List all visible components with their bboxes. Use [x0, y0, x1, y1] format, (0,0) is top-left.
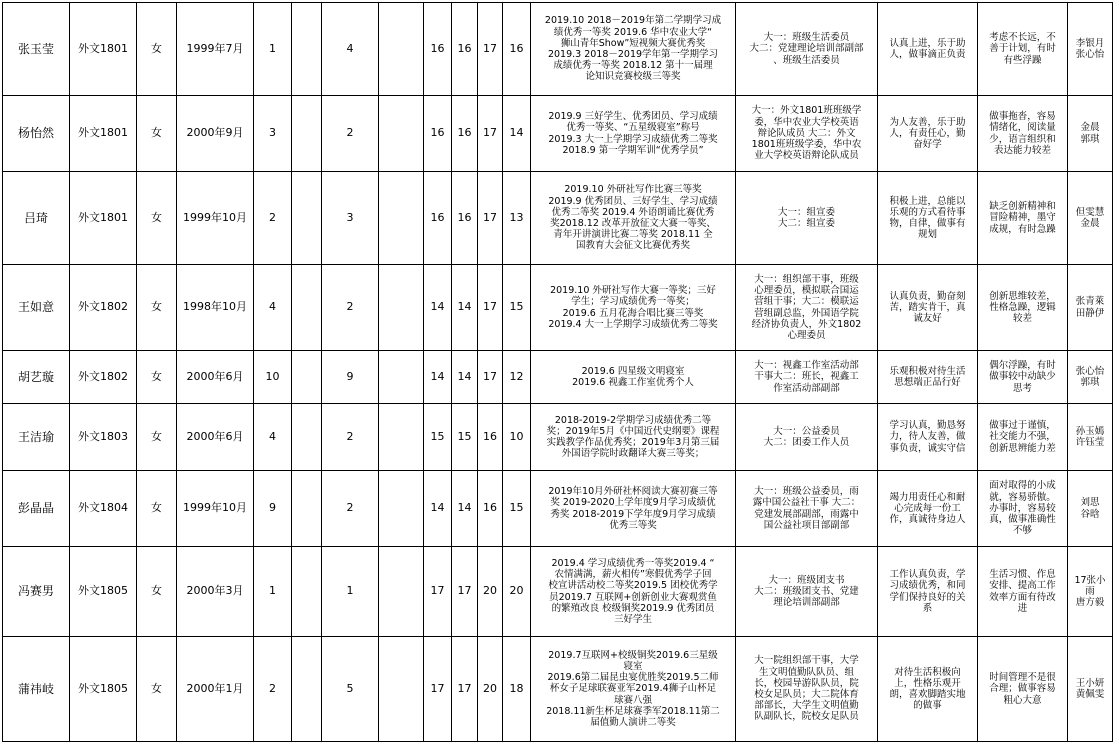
- table-row: [3, 351, 1113, 404]
- blank-cell: [379, 172, 424, 265]
- awards-cell: 2019.4 学习成绩优秀一等奖2019.4 “ 农情满满，薪火相传”寒假优秀学子回 校宣讲活动校二等奖2019.5 团校优秀学 员2019.7 互联网+创新创业大赛观赏鱼 的繁殖改良 校级铜奖2019.9 优秀团员 三好学生: [531, 547, 736, 637]
- score-cell: 20: [503, 547, 531, 637]
- rank-cell: 9: [254, 471, 292, 547]
- blank-cell: [379, 265, 424, 351]
- score-cell: 17: [452, 637, 478, 742]
- birth-date-cell: 2000年3月: [177, 547, 254, 637]
- score-cell: 17: [478, 172, 503, 265]
- score-cell: 15: [424, 404, 452, 471]
- table-row: [3, 265, 1113, 351]
- rank-cell: 2: [322, 471, 379, 547]
- strengths-cell: 认真上进，乐于助 人，做事滴正负责: [878, 3, 978, 96]
- score-cell: 16: [452, 3, 478, 96]
- score-cell: 16: [452, 172, 478, 265]
- rank-cell: 4: [254, 265, 292, 351]
- class-cell: 外文1802: [70, 265, 137, 351]
- score-cell: 12: [503, 351, 531, 404]
- score-cell: 14: [452, 265, 478, 351]
- score-cell: 16: [424, 96, 452, 172]
- score-cell: 13: [503, 172, 531, 265]
- positions-cell: 大一：公益委员 大二：团委工作人员: [736, 404, 878, 471]
- student-name-cell: 彭晶晶: [3, 471, 70, 547]
- student-name-cell: 张玉莹: [3, 3, 70, 96]
- score-cell: 17: [478, 96, 503, 172]
- class-cell: 外文1805: [70, 637, 137, 742]
- rank-cell: 9: [322, 351, 379, 404]
- score-cell: 16: [424, 172, 452, 265]
- weaknesses-cell: 面对取得的小成 就，容易骄傲。 办事时，容易较 真，做事准确性 不够: [978, 471, 1068, 547]
- student-name-cell: 蒲祎岐: [3, 637, 70, 742]
- awards-cell: 2019.9 三好学生、优秀团员、学习成绩 优秀一等奖、“五星级寝室”称号 2019.3 大一上学期学习成绩优秀二等奖 2018.9 第一学期军训“优秀学员”: [531, 96, 736, 172]
- evaluators-cell: 金晨 郭琪: [1068, 96, 1113, 172]
- score-cell: 14: [503, 96, 531, 172]
- rank-cell: 2: [254, 172, 292, 265]
- awards-cell: 2019.10 外研社写作大赛一等奖；三好 学生；学习成绩优秀一等奖； 2019.6 五月花海合唱比赛三等奖 2019.4 大一上学期学习成绩优秀二等奖: [531, 265, 736, 351]
- class-cell: 外文1805: [70, 547, 137, 637]
- blank-cell: [379, 404, 424, 471]
- birth-date-cell: 2000年9月: [177, 96, 254, 172]
- score-cell: 17: [424, 547, 452, 637]
- table-row: [3, 404, 1113, 471]
- gender-cell: 女: [137, 265, 177, 351]
- blank-cell: [379, 96, 424, 172]
- student-name-cell: 王如意: [3, 265, 70, 351]
- student-name-cell: 吕琦: [3, 172, 70, 265]
- rank-cell: 2: [322, 265, 379, 351]
- evaluators-cell: 张青萊 田静伊: [1068, 265, 1113, 351]
- evaluators-cell: 但雯慧 金晨: [1068, 172, 1113, 265]
- blank-cell: [379, 3, 424, 96]
- gender-cell: 女: [137, 172, 177, 265]
- positions-cell: 大一：组宣委 大二：组宣委: [736, 172, 878, 265]
- score-cell: 15: [452, 404, 478, 471]
- positions-cell: 大一：组织部干事，班级 心理委员，模拟联合国运 营组干事；大二：模联运 营组副总监，外国语学院 经济协负责人，外文1802 心理委员: [736, 265, 878, 351]
- awards-cell: 2019.10 外研社写作比赛三等奖 2019.9 优秀团员、三好学生、学习成绩 优秀二等奖 2019.4 外语朗诵比赛优秀 奖2018.12 改革开放征文大赛一等奖、 青年开讲演讲比赛二等奖 2018.11 全 国教育大会征文比赛优秀奖: [531, 172, 736, 265]
- blank-cell: [379, 351, 424, 404]
- birth-date-cell: 2000年1月: [177, 637, 254, 742]
- score-cell: 17: [478, 351, 503, 404]
- birth-date-cell: 1998年10月: [177, 265, 254, 351]
- rank-cell: 1: [322, 547, 379, 637]
- strengths-cell: 对待生活积极向 上，性格乐观开 朗，喜欢脚踏实地 的做事: [878, 637, 978, 742]
- table-row: [3, 96, 1113, 172]
- awards-cell: 2019.6 四星级文明寝室 2019.6 视鑫工作室优秀个人: [531, 351, 736, 404]
- gender-cell: 女: [137, 351, 177, 404]
- rank-cell: 4: [322, 3, 379, 96]
- score-cell: 14: [424, 265, 452, 351]
- birth-date-cell: 1999年10月: [177, 471, 254, 547]
- birth-date-cell: 1999年7月: [177, 3, 254, 96]
- weaknesses-cell: 时间管理不是很 合理；做事容易 粗心大意: [978, 637, 1068, 742]
- blank-cell: [379, 547, 424, 637]
- table-row: [3, 637, 1113, 742]
- score-cell: 14: [424, 471, 452, 547]
- awards-cell: 2019.10 2018－2019年第二学期学习成 绩优秀一等奖 2019.6 华中农业大学“ 狮山青年Show”短视频大赛优秀奖 2019.3 2018－2019学年第一学期学习 成绩优秀一等奖 2018.12 第十一届理 论知识竞赛校级三等奖: [531, 3, 736, 96]
- rank-cell: 2: [254, 637, 292, 742]
- awards-cell: 2019.7互联网+校级铜奖2019.6三星级 寝室 2019.6第二届昆虫宴优胜奖2019.5二师 杯女子足球联赛亚军2019.4狮子山杯足 球赛八强 2018.11新生杯足球赛季军2018.11第二 届值勤人演讲二等奖: [531, 637, 736, 742]
- score-cell: 16: [452, 96, 478, 172]
- score-cell: 15: [503, 471, 531, 547]
- score-cell: 16: [478, 471, 503, 547]
- weaknesses-cell: 偶尔浮躁，有时 做事较中动缺少 思考: [978, 351, 1068, 404]
- score-cell: 20: [478, 637, 503, 742]
- blank-cell: [292, 3, 322, 96]
- positions-cell: 大一：视鑫工作室活动部 干事大二：班长，视鑫工 作室活动部副部: [736, 351, 878, 404]
- score-cell: 14: [424, 351, 452, 404]
- score-cell: 16: [424, 3, 452, 96]
- rank-cell: 2: [322, 96, 379, 172]
- evaluators-cell: 李银月 张心怡: [1068, 3, 1113, 96]
- strengths-cell: 学习认真，勤恳努 力，待人友善，做 事负责，诚实守信: [878, 404, 978, 471]
- gender-cell: 女: [137, 96, 177, 172]
- gender-cell: 女: [137, 471, 177, 547]
- blank-cell: [292, 471, 322, 547]
- student-name-cell: 杨怡然: [3, 96, 70, 172]
- score-cell: 17: [478, 265, 503, 351]
- table-row: [3, 471, 1113, 547]
- positions-cell: 大一：外文1801班班级学 委，华中农业大学校英语 辩论队成员 大二：外文 1801班班级学委，华中农 业大学校英语辩论队成员: [736, 96, 878, 172]
- evaluators-cell: 王小妍 黄佩雯: [1068, 637, 1113, 742]
- evaluators-cell: 17张小雨 唐方毅: [1068, 547, 1113, 637]
- blank-cell: [292, 637, 322, 742]
- evaluators-cell: 张心怡 郭琪: [1068, 351, 1113, 404]
- score-cell: 16: [478, 404, 503, 471]
- rank-cell: 3: [322, 172, 379, 265]
- blank-cell: [292, 404, 322, 471]
- gender-cell: 女: [137, 3, 177, 96]
- student-name-cell: 胡艺璇: [3, 351, 70, 404]
- table-row: [3, 172, 1113, 265]
- weaknesses-cell: 做事拖沓，容易 情绪化，阅读量 少，语言组织和 表达能力较差: [978, 96, 1068, 172]
- strengths-cell: 积极上进，总能以 乐观的方式看待事 物，自律，做事有 规划: [878, 172, 978, 265]
- table-body: [3, 3, 1113, 742]
- score-cell: 10: [503, 404, 531, 471]
- strengths-cell: 为人友善，乐于助 人，有责任心，勤 奋好学: [878, 96, 978, 172]
- score-cell: 18: [503, 637, 531, 742]
- score-cell: 17: [478, 3, 503, 96]
- rank-cell: 1: [254, 547, 292, 637]
- blank-cell: [379, 471, 424, 547]
- table-row: [3, 3, 1113, 96]
- rank-cell: 4: [254, 404, 292, 471]
- weaknesses-cell: 缺乏创新精神和 冒险精神，墨守 成规，有时急躁: [978, 172, 1068, 265]
- awards-cell: 2019年10月外研社杯阅读大赛初赛三等 奖 2019-2020上学年度9月学习成绩优 秀奖 2018-2019下学年度9月学习成绩 优秀三等奖: [531, 471, 736, 547]
- strengths-cell: 乐观积极对待生活 思想端正品行好: [878, 351, 978, 404]
- rank-cell: 3: [254, 96, 292, 172]
- blank-cell: [292, 351, 322, 404]
- class-cell: 外文1801: [70, 172, 137, 265]
- score-cell: 17: [424, 637, 452, 742]
- weaknesses-cell: 考虑不长远，不 善于计划，有时 有些浮躁: [978, 3, 1068, 96]
- awards-cell: 2018-2019-2学期学习成绩优秀二等 奖；2019年5月《中国近代史纲要》课程 实践教学作品优秀奖；2019年3月第三届 外国语学院时政翻译大赛三等奖；: [531, 404, 736, 471]
- weaknesses-cell: 生活习惯、作息 安排、提高工作 效率方面有待改 进: [978, 547, 1068, 637]
- class-cell: 外文1801: [70, 96, 137, 172]
- evaluators-cell: 刘思 谷晗: [1068, 471, 1113, 547]
- class-cell: 外文1804: [70, 471, 137, 547]
- blank-cell: [292, 265, 322, 351]
- student-name-cell: 王洁瑜: [3, 404, 70, 471]
- class-cell: 外文1803: [70, 404, 137, 471]
- blank-cell: [292, 547, 322, 637]
- score-cell: 17: [452, 547, 478, 637]
- rank-cell: 1: [254, 3, 292, 96]
- student-name-cell: 冯赛男: [3, 547, 70, 637]
- blank-cell: [292, 172, 322, 265]
- score-cell: 20: [478, 547, 503, 637]
- positions-cell: 大一：班级团支书 大二：班级团支书、党建 理论培训部副部: [736, 547, 878, 637]
- score-cell: 16: [503, 3, 531, 96]
- gender-cell: 女: [137, 637, 177, 742]
- rank-cell: 10: [254, 351, 292, 404]
- class-cell: 外文1801: [70, 3, 137, 96]
- birth-date-cell: 1999年10月: [177, 172, 254, 265]
- table-row: [3, 547, 1113, 637]
- positions-cell: 大一：班级公益委员，雨 露中国公益社干事 大二： 党建发展部副部，雨露中 国公益社项目部副部: [736, 471, 878, 547]
- strengths-cell: 工作认真负责，学 习成绩优秀，和同 学们保持良好的关 系: [878, 547, 978, 637]
- weaknesses-cell: 做事过于谨慎， 社交能力不强， 创新思辨能力差: [978, 404, 1068, 471]
- rank-cell: 2: [322, 404, 379, 471]
- score-cell: 15: [503, 265, 531, 351]
- positions-cell: 大一：班级生活委员 大二：党建理论培训部副部 、班级生活委员: [736, 3, 878, 96]
- blank-cell: [379, 637, 424, 742]
- student-evaluation-table: [2, 2, 1113, 742]
- blank-cell: [292, 96, 322, 172]
- score-cell: 14: [452, 351, 478, 404]
- score-cell: 14: [452, 471, 478, 547]
- rank-cell: 5: [322, 637, 379, 742]
- strengths-cell: 竭力用责任心和耐 心完成每一份工 作，真诚待身边人: [878, 471, 978, 547]
- birth-date-cell: 2000年6月: [177, 404, 254, 471]
- class-cell: 外文1802: [70, 351, 137, 404]
- gender-cell: 女: [137, 404, 177, 471]
- strengths-cell: 认真负责，勤奋刻 苦，踏实肯干，真 诚友好: [878, 265, 978, 351]
- positions-cell: 大一院组织部干事，大学 生文明值勤队队员、组 长，校园导游队队员，院 校女足队员；大二院体育 部部长，大学生文明值勤 队副队长，院校女足队员: [736, 637, 878, 742]
- gender-cell: 女: [137, 547, 177, 637]
- evaluators-cell: 孙玉嫣 许钰莹: [1068, 404, 1113, 471]
- birth-date-cell: 2000年6月: [177, 351, 254, 404]
- weaknesses-cell: 创新思维较差， 性格急躁，逻辑 较差: [978, 265, 1068, 351]
